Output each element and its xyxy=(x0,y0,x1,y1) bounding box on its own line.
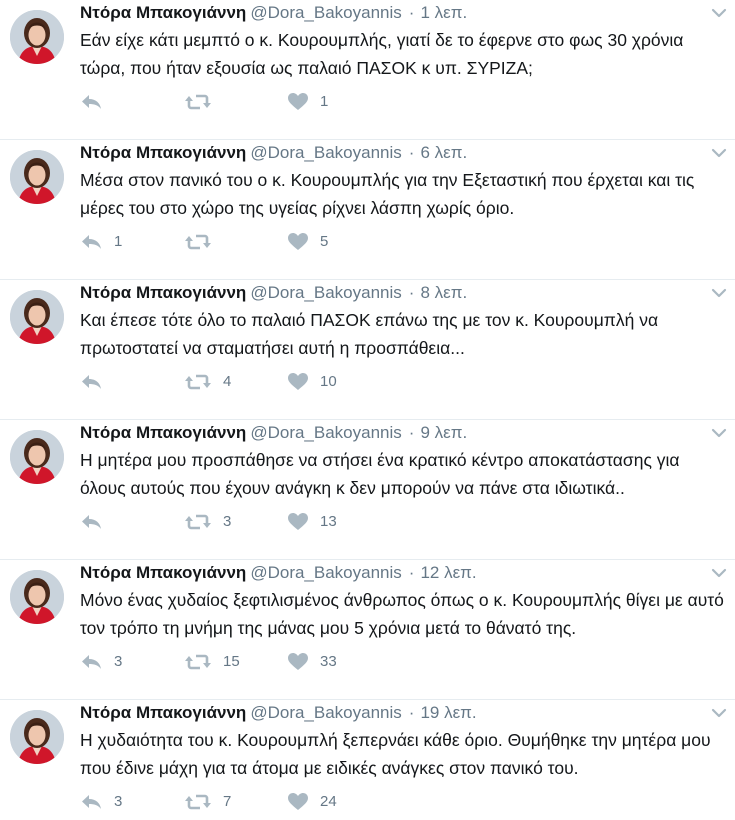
like-button[interactable] xyxy=(288,90,328,114)
tweet-header xyxy=(80,282,467,304)
tweet-timestamp[interactable]: 8 λεπ. xyxy=(420,283,468,302)
author-handle[interactable]: @Dora_Bakoyannis xyxy=(250,283,402,302)
heart-icon xyxy=(288,233,308,251)
like-count: 1 xyxy=(320,93,329,110)
author-name[interactable]: Ντόρα Μπακογιάννη xyxy=(80,703,247,722)
separator-dot: · xyxy=(408,143,415,162)
tweet-actions xyxy=(80,650,480,674)
tweet-timestamp[interactable]: 1 λεπ. xyxy=(420,3,468,22)
reply-icon xyxy=(80,233,102,251)
retweet-button[interactable] xyxy=(185,650,240,674)
like-button[interactable] xyxy=(288,230,328,254)
chevron-down-icon[interactable] xyxy=(711,286,727,298)
retweet-button[interactable] xyxy=(185,510,231,534)
reply-button[interactable] xyxy=(80,230,122,254)
retweet-button[interactable] xyxy=(185,790,231,814)
retweet-icon xyxy=(185,233,211,251)
tweet[interactable] xyxy=(0,700,735,820)
author-name[interactable]: Ντόρα Μπακογιάννη xyxy=(80,283,247,302)
reply-button[interactable] xyxy=(80,90,114,114)
separator-dot: · xyxy=(408,423,415,442)
author-name[interactable]: Ντόρα Μπακογιάννη xyxy=(80,143,247,162)
heart-icon xyxy=(288,793,308,811)
retweet-icon xyxy=(185,653,211,671)
tweet-timestamp[interactable]: 6 λεπ. xyxy=(420,143,468,162)
separator-dot: · xyxy=(408,3,415,22)
like-count: 10 xyxy=(320,373,337,390)
reply-button[interactable] xyxy=(80,790,122,814)
heart-icon xyxy=(288,513,308,531)
chevron-down-icon[interactable] xyxy=(711,566,727,578)
avatar[interactable] xyxy=(10,290,64,344)
retweet-button[interactable] xyxy=(185,230,223,254)
tweet-actions xyxy=(80,90,480,114)
retweet-icon xyxy=(185,93,211,111)
tweet[interactable] xyxy=(0,280,735,420)
avatar[interactable] xyxy=(10,430,64,484)
reply-count: 3 xyxy=(114,793,123,810)
retweet-count: 15 xyxy=(223,653,240,670)
tweet-text: Η μητέρα μου προσπάθησε να στήσει ένα κρατικό κέντρο αποκατάστασης για όλους αυτούς που έχουν ανάγκη κ δεν μπορούν να πάνε στα ιδιωτικά.. xyxy=(80,450,680,498)
separator-dot: · xyxy=(408,563,415,582)
avatar[interactable] xyxy=(10,710,64,764)
tweet[interactable] xyxy=(0,560,735,700)
reply-count: 3 xyxy=(114,653,123,670)
tweet-header xyxy=(80,562,477,584)
tweet-text: Μέσα στον πανικό του ο κ. Κουρουμπλής για την Εξεταστική που έρχεται και τις μέρες του στο χώρο της υγείας ρίχνει λάσπη χωρίς όριο. xyxy=(80,170,695,218)
chevron-down-icon[interactable] xyxy=(711,706,727,718)
tweet-actions xyxy=(80,370,480,394)
chevron-down-icon[interactable] xyxy=(711,146,727,158)
reply-icon xyxy=(80,93,102,111)
author-handle[interactable]: @Dora_Bakoyannis xyxy=(250,703,402,722)
tweet-header xyxy=(80,142,467,164)
avatar[interactable] xyxy=(10,150,64,204)
reply-button[interactable] xyxy=(80,370,114,394)
reply-count: 1 xyxy=(114,233,123,250)
tweet-text: Η χυδαιότητα του κ. Κουρουμπλή ξεπερνάει κάθε όριο. Θυμήθηκε την μητέρα μου που έδινε μάχη για τα άτομα με ειδικές ανάγκες στον πανικό του. xyxy=(80,730,711,778)
like-button[interactable] xyxy=(288,650,337,674)
tweet-header xyxy=(80,2,467,24)
tweet-actions xyxy=(80,230,480,254)
author-name[interactable]: Ντόρα Μπακογιάννη xyxy=(80,3,247,22)
author-name[interactable]: Ντόρα Μπακογιάννη xyxy=(80,563,247,582)
author-handle[interactable]: @Dora_Bakoyannis xyxy=(250,143,402,162)
tweet[interactable] xyxy=(0,0,735,140)
like-button[interactable] xyxy=(288,510,337,534)
tweet[interactable] xyxy=(0,140,735,280)
like-count: 13 xyxy=(320,513,337,530)
tweet-actions xyxy=(80,510,480,534)
reply-icon xyxy=(80,793,102,811)
heart-icon xyxy=(288,373,308,391)
author-handle[interactable]: @Dora_Bakoyannis xyxy=(250,3,402,22)
retweet-button[interactable] xyxy=(185,370,231,394)
reply-button[interactable] xyxy=(80,650,122,674)
tweet-timestamp[interactable]: 9 λεπ. xyxy=(420,423,468,442)
tweet-timestamp[interactable]: 12 λεπ. xyxy=(420,563,477,582)
like-count: 33 xyxy=(320,653,337,670)
tweet-text: Εάν είχε κάτι μεμπτό ο κ. Κουρουμπλής, γιατί δε το έφερνε στο φως 30 χρόνια τώρα, που ήταν εξουσία ως παλαιό ΠΑΣΟΚ κ υπ. ΣΥΡΙΖΑ; xyxy=(80,30,684,78)
tweet-header xyxy=(80,702,477,724)
avatar[interactable] xyxy=(10,10,64,64)
chevron-down-icon[interactable] xyxy=(711,426,727,438)
retweet-count: 3 xyxy=(223,513,232,530)
tweet-timestamp[interactable]: 19 λεπ. xyxy=(420,703,477,722)
separator-dot: · xyxy=(408,703,415,722)
chevron-down-icon[interactable] xyxy=(711,6,727,18)
reply-icon xyxy=(80,373,102,391)
like-count: 5 xyxy=(320,233,329,250)
author-handle[interactable]: @Dora_Bakoyannis xyxy=(250,423,402,442)
tweet-text: Και έπεσε τότε όλο το παλαιό ΠΑΣΟΚ επάνω της με τον κ. Κουρουμπλή να πρωτοστατεί να σταματήσει αυτή η προσπάθεια... xyxy=(80,310,659,358)
like-button[interactable] xyxy=(288,790,337,814)
like-count: 24 xyxy=(320,793,337,810)
author-handle[interactable]: @Dora_Bakoyannis xyxy=(250,563,402,582)
reply-button[interactable] xyxy=(80,510,114,534)
retweet-icon xyxy=(185,793,211,811)
like-button[interactable] xyxy=(288,370,337,394)
avatar[interactable] xyxy=(10,570,64,624)
retweet-button[interactable] xyxy=(185,90,223,114)
retweet-count: 4 xyxy=(223,373,232,390)
author-name[interactable]: Ντόρα Μπακογιάννη xyxy=(80,423,247,442)
reply-icon xyxy=(80,653,102,671)
tweet[interactable] xyxy=(0,420,735,560)
retweet-count: 7 xyxy=(223,793,232,810)
heart-icon xyxy=(288,93,308,111)
reply-icon xyxy=(80,513,102,531)
tweet-actions xyxy=(80,790,480,814)
tweet-header xyxy=(80,422,467,444)
separator-dot: · xyxy=(408,283,415,302)
tweet-text: Μόνο ένας χυδαίος ξεφτιλισμένος άνθρωπος όπως ο κ. Κουρουμπλής θίγει με αυτό τον τρόπο τη μνήμη της μάνας μου 5 χρόνια μετά το θάνατό της. xyxy=(80,590,724,638)
retweet-icon xyxy=(185,373,211,391)
retweet-icon xyxy=(185,513,211,531)
heart-icon xyxy=(288,653,308,671)
